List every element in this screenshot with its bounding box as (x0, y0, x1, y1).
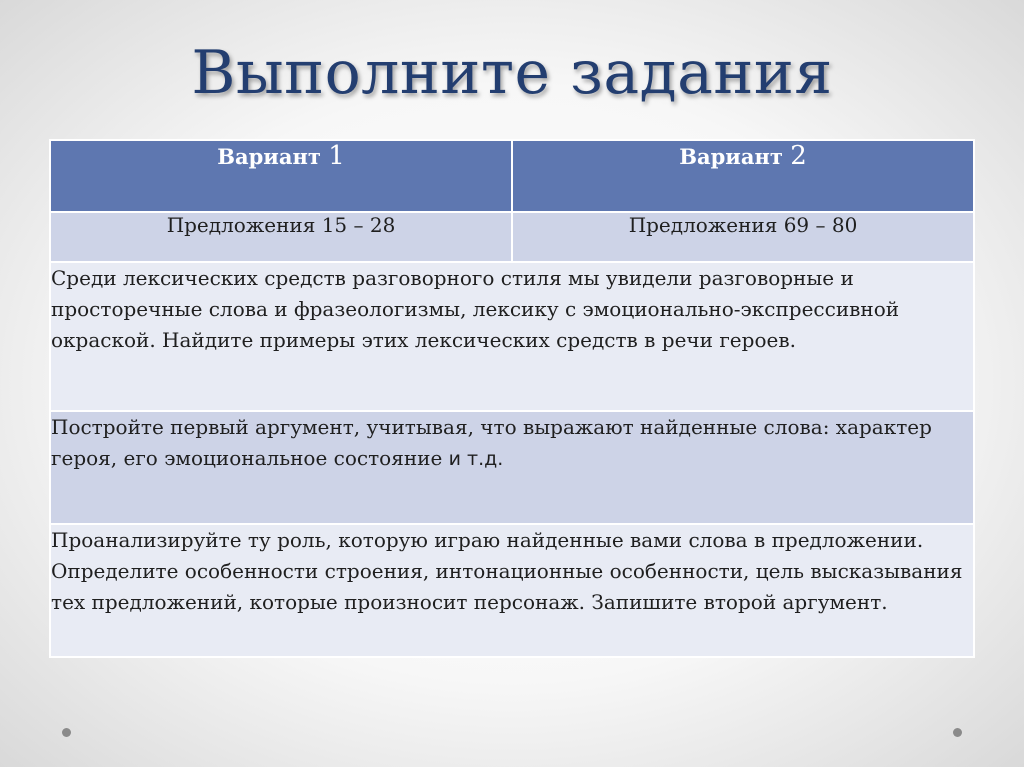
task-2 (50, 411, 974, 524)
task-2-text: Постройте первый аргумент, учитывая, что выражают найденные слова: характер героя, его эмоциональное состояние (51, 415, 932, 470)
range-variant-1: Предложения 15 – 28 (50, 212, 512, 262)
tasks-table (49, 139, 975, 658)
task-3: Проанализируйте ту роль, которую играю найденные вами слова в предложении. Определите особенности строения, интонационные особенности, цель высказывания тех предложений, которые произносит персонаж. Запишите второй аргумент. (50, 524, 974, 657)
task-1: Среди лексических средств разговорного стиля мы увидели разговорные и просторечные слова и фразеологизмы, лексику с эмоционально-экспрессивной окраской. Найдите примеры этих лексических средств в речи героев. (50, 262, 974, 411)
header-variant-2 (512, 140, 974, 212)
table-header-row (50, 140, 974, 212)
range-row (50, 212, 974, 262)
decorative-dot-right (953, 728, 962, 737)
range-variant-2: Предложения 69 – 80 (512, 212, 974, 262)
table-row (50, 411, 974, 524)
decorative-dot-left (62, 728, 71, 737)
header-variant-1-number: 1 (328, 141, 345, 171)
header-variant-1 (50, 140, 512, 212)
slide-title: Выполните задания (191, 38, 833, 108)
table-row (50, 262, 974, 411)
table-row (50, 524, 974, 657)
header-variant-2-number: 2 (790, 141, 807, 171)
header-variant-1-label: Вариант (217, 144, 321, 169)
task-2-suffix: и т.д. (448, 448, 504, 470)
header-variant-2-label: Вариант (679, 144, 783, 169)
